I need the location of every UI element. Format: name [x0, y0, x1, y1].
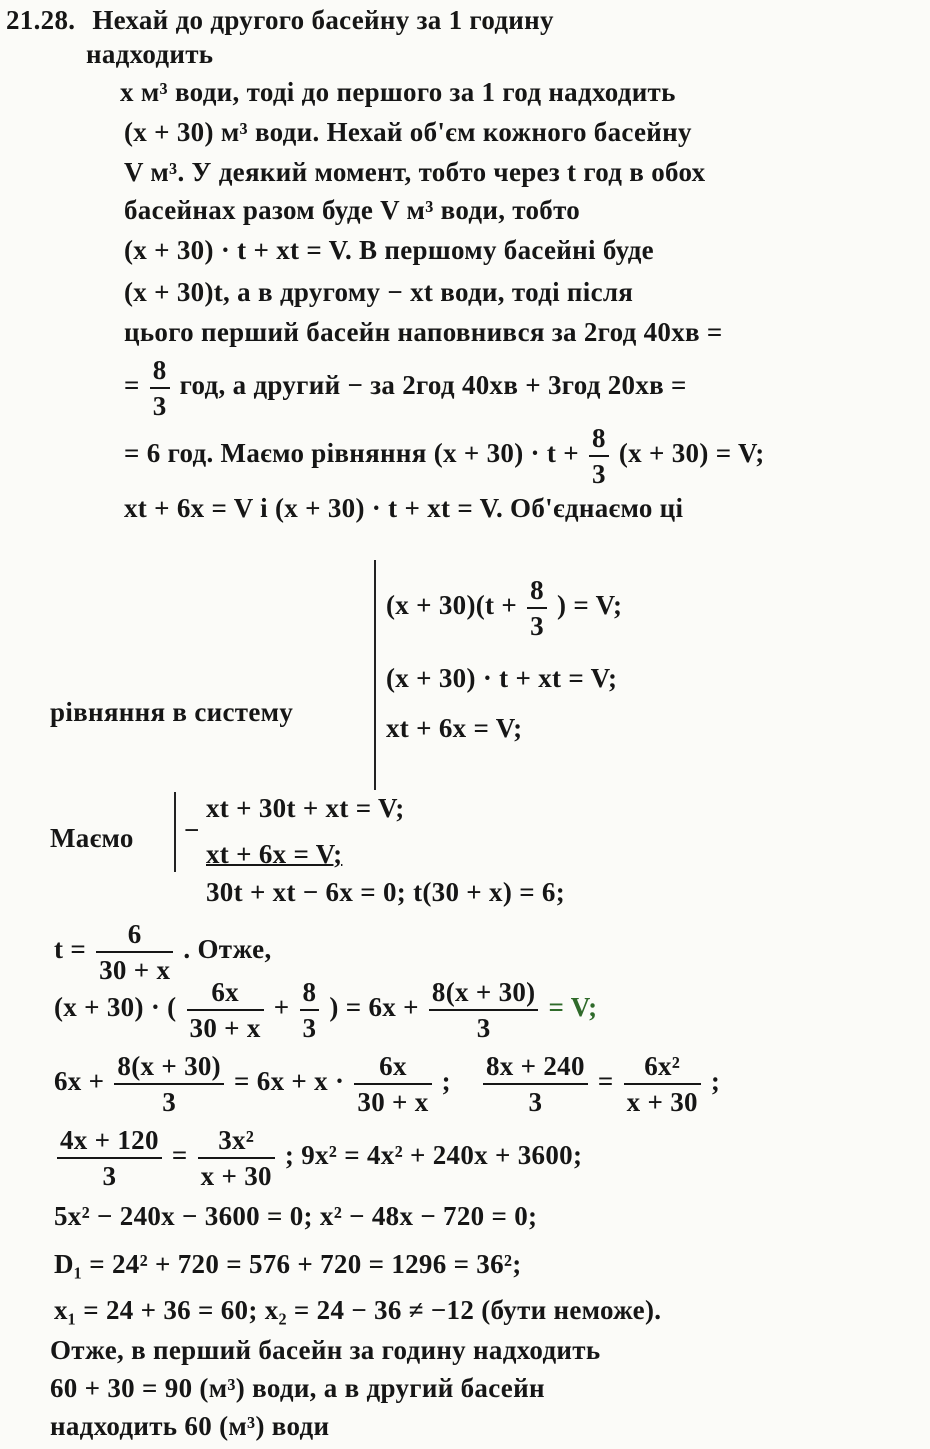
- maemo-label: Маємо: [50, 823, 134, 853]
- fraction-8x30: $\frac{8(x + 30)}{3}$: [114, 1049, 224, 1119]
- text-line-7: (x + 30) · t + xt = V. В першому басейні буде: [124, 235, 654, 265]
- fraction-8-3: $\frac{8}{3}$: [300, 975, 320, 1045]
- conclusion-line-2: 60 + 30 = 90 (м³) води, а в другий басейн: [50, 1373, 545, 1403]
- equation-2: 6x + $\frac{8(x + 30)}{3}$ = 6x + x · $\frac{6x}{30 + x}$ ; $\frac{8x + 240}{3}$ = $\frac{\text{6x²}}{x + 30}$ ;: [54, 1050, 721, 1117]
- text-line-2: надходить: [86, 39, 214, 69]
- subtraction-result: 30t + xt − 6x = 0; t(30 + x) = 6;: [206, 877, 566, 907]
- text-line-9: цього перший басейн наповнився за 2год 40хв =: [124, 317, 723, 347]
- fraction-6x2: $\frac{\text{6x²}}{x + 30}$: [624, 1049, 701, 1119]
- conclusion-line-1: Отже, в перший басейн за годину надходить: [50, 1335, 601, 1365]
- text-line-8: (x + 30)t, а в другому − xt води, тоді після: [124, 277, 634, 307]
- text-line-1: Нехай до другого басейну за 1 годину: [92, 5, 554, 35]
- fraction-3x2: $\frac{\text{3x²}}{x + 30}$: [198, 1123, 275, 1193]
- fraction-4x120: $\frac{4x + 120}{3}$: [57, 1123, 162, 1193]
- fraction-6x: $\frac{6x}{30 + x}$: [354, 1049, 431, 1119]
- fraction-8-3: $\frac{8}{3}$: [589, 421, 609, 491]
- discriminant-line: D₁ = 24² + 720 = 576 + 720 = 1296 = 36²;: [54, 1249, 522, 1279]
- subtraction-eq-2: xt + 6x = V;: [206, 839, 343, 869]
- minus-sign: −: [184, 815, 200, 845]
- text-line-12: xt + 6x = V і (x + 30) · t + xt = V. Об'єднаємо ці: [124, 493, 684, 523]
- system-brace: [374, 560, 376, 790]
- roots-line: x₁ = 24 + 36 = 60; x₂ = 24 − 36 ≠ −12 (бути неможе).: [54, 1295, 662, 1325]
- problem-header: [6, 4, 554, 36]
- fraction-8-3: $\frac{8}{3}$: [527, 573, 547, 643]
- equation-4: 5x² − 240x − 3600 = 0; x² − 48x − 720 = 0;: [54, 1201, 538, 1231]
- equation-1: (x + 30) · ( $\frac{6x}{30 + x}$ + $\frac{8}{3}$ ) = 6x + $\frac{8(x + 30)}{3}$ = V;: [54, 976, 598, 1043]
- conclusion-line-3: надходить 60 (м³) води: [50, 1411, 330, 1441]
- fraction-6-over-30x: $\frac{6}{30 + x}$: [96, 917, 173, 987]
- fraction-6x: $\frac{6x}{30 + x}$: [187, 975, 264, 1045]
- subtraction-eq-1: xt + 30t + xt = V;: [206, 793, 405, 823]
- problem-number: 21.28.: [6, 5, 76, 35]
- fraction-8-3: $\frac{8}{3}$: [150, 353, 170, 423]
- subtraction-brace: [174, 792, 176, 872]
- text-line-4: (x + 30) м³ води. Нехай об'єм кожного басейну: [124, 117, 692, 147]
- system-eq-3: xt + 6x = V;: [386, 713, 523, 743]
- t-expression: t = $\frac{6}{30 + x}$ . Отже,: [54, 918, 272, 985]
- text-line-3: x м³ води, тоді до першого за 1 год надходить: [120, 77, 676, 107]
- system-eq-2: (x + 30) · t + xt = V;: [386, 663, 618, 693]
- system-eq-1: (x + 30)(t + $\frac{8}{3}$ ) = V;: [386, 574, 623, 641]
- text-line-10: = $\frac{8}{3}$ год, а другий − за 2год 40хв + 3год 20хв =: [124, 354, 687, 421]
- text-line-11: = 6 год. Маємо рівняння (x + 30) · t + $\frac{8}{3}$ (x + 30) = V;: [124, 422, 765, 489]
- equation-3: $\frac{4x + 120}{3}$ = $\frac{\text{3x²}}{x + 30}$ ; 9x² = 4x² + 240x + 3600;: [54, 1120, 582, 1193]
- fraction-8x30: $\frac{8(x + 30)}{3}$: [429, 975, 539, 1045]
- fraction-8x240: $\frac{8x + 240}{3}$: [483, 1049, 588, 1119]
- system-label: рівняння в систему: [50, 697, 294, 727]
- text-line-5: V м³. У деякий момент, тобто через t год в обох: [124, 157, 706, 187]
- text-line-6: басейнах разом буде V м³ води, тобто: [124, 195, 581, 225]
